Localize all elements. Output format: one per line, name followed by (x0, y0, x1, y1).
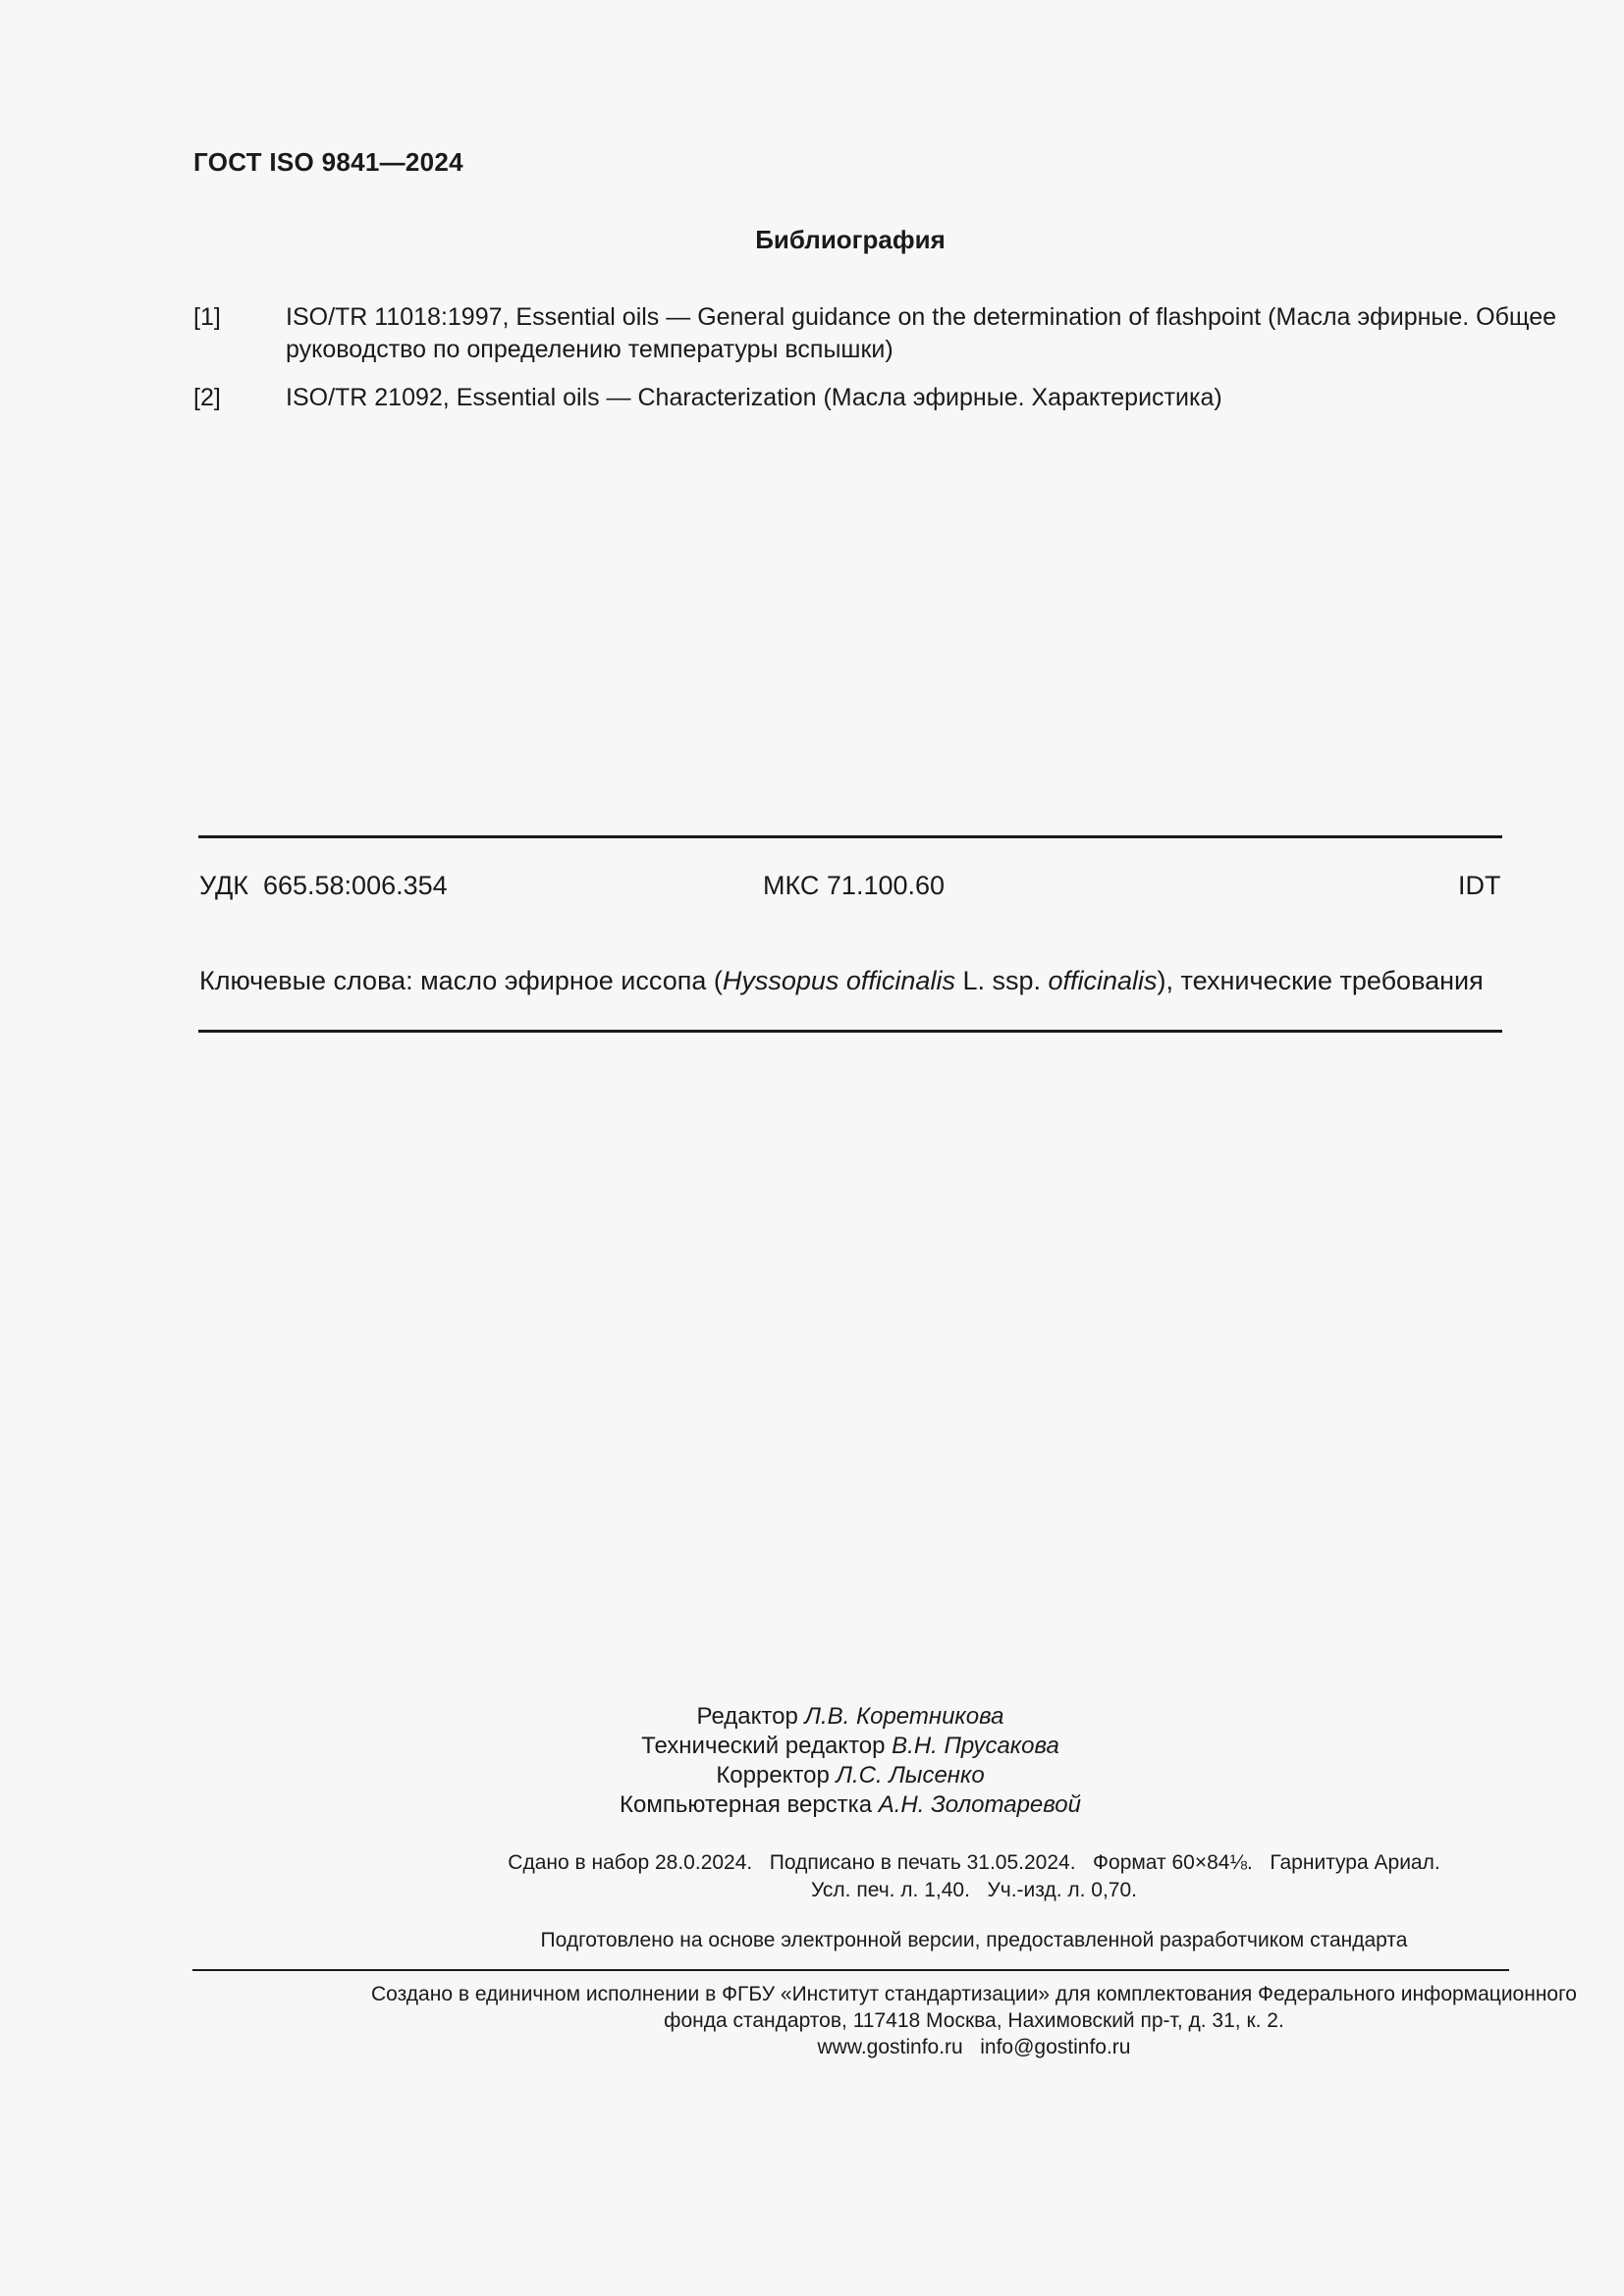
document-number: ГОСТ ISO 9841—2024 (193, 147, 463, 177)
tech-editor-line (0, 1732, 1624, 1761)
created-line: фонда стандартов, 117418 Москва, Нахимовский пр-т, д. 31, к. 2. (664, 2009, 1284, 2032)
keywords-subspecies: officinalis (1048, 966, 1158, 995)
created-note (0, 1981, 1624, 2060)
contact-line (0, 2034, 1624, 2060)
bottom-divider (198, 1030, 1502, 1033)
editor-line (0, 1702, 1624, 1732)
editor-label: Редактор (696, 1703, 805, 1730)
reference-text: ISO/TR 11018:1997, Essential oils — General guidance on the determination of flashpoint (Масла эфирные. Общее руководство по определению температуры вспышки) (286, 303, 1557, 363)
tech-editor-name: В.Н. Прусакова (892, 1733, 1059, 1759)
reference-number: [2] (193, 384, 221, 411)
udk-value: 665.58:006.354 (262, 871, 448, 900)
website-link[interactable]: www.gostinfo.ru (817, 2036, 963, 2058)
bibliography-title: Библиография (755, 225, 946, 254)
corrector-name: Л.С. Лысенко (836, 1762, 985, 1789)
reference-text: ISO/TR 21092, Essential oils — Characterization (Масла эфирные. Характеристика) (286, 384, 1222, 411)
prepared-note: Подготовлено на основе электронной версии, предоставленной разработчиком стандарта (540, 1929, 1408, 1951)
editor-name: Л.В. Коретникова (804, 1703, 1004, 1730)
layout-line (0, 1790, 1624, 1820)
print-info-line: Усл. печ. л. 1,40. Уч.-изд. л. 0,70. (810, 1879, 1137, 1901)
print-info-line: Сдано в набор 28.0.2024. Подписано в печать 31.05.2024. Формат 60×84⅛. Гарнитура Ариал. (508, 1851, 1440, 1874)
top-divider (198, 835, 1502, 838)
layout-name: А.Н. Золотаревой (878, 1791, 1081, 1818)
tech-editor-label: Технический редактор (641, 1733, 893, 1759)
created-line: Создано в единичном исполнении в ФГБУ «Институт стандартизации» для комплектования Федерального информационного (371, 1983, 1577, 2005)
keywords-prefix: Ключевые слова: масло эфирное иссопа ( (199, 966, 723, 995)
keywords-line (199, 966, 1484, 996)
reference-number: [1] (193, 303, 221, 331)
corrector-label: Корректор (716, 1762, 837, 1789)
credits-block (0, 1702, 1624, 1820)
layout-label: Компьютерная верстка (620, 1791, 879, 1818)
keywords-species: Hyssopus officinalis (722, 966, 955, 995)
corrector-line (0, 1761, 1624, 1790)
mks-code: МКС 71.100.60 (763, 871, 946, 900)
udk-code (199, 871, 448, 901)
idt-mark: IDT (1458, 871, 1501, 900)
keywords-middle: L. ssp. (954, 966, 1049, 995)
keywords-suffix: ), технические требования (1157, 966, 1484, 995)
footer-divider (192, 1969, 1509, 1971)
print-info (0, 1849, 1624, 1904)
email-link[interactable]: info@gostinfo.ru (980, 2036, 1131, 2058)
udk-label: УДК (199, 871, 248, 900)
